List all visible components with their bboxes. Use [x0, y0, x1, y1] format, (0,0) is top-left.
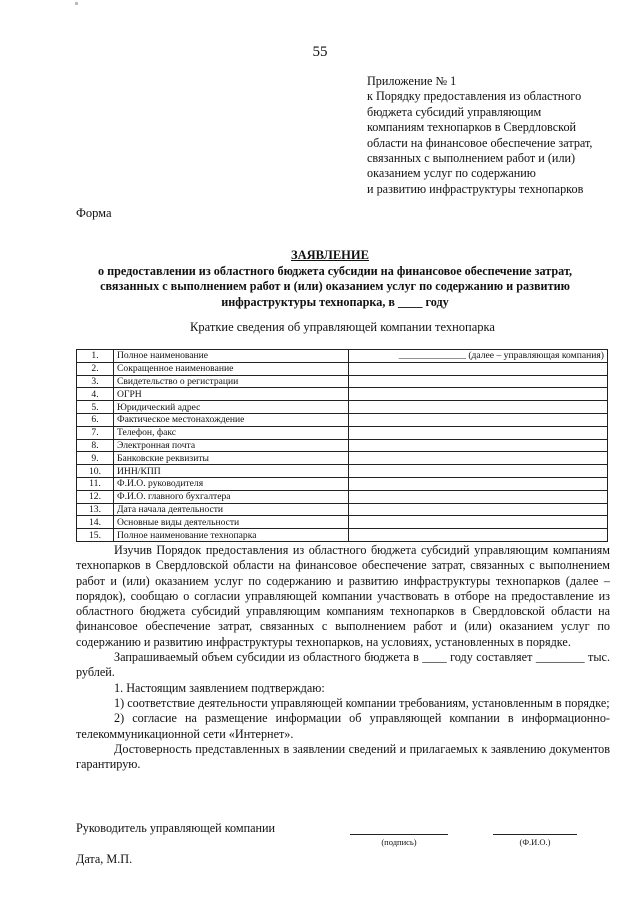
company-info-table	[76, 349, 608, 542]
row-field-value	[349, 529, 608, 542]
row-field-value	[349, 401, 608, 414]
row-field-name: ОГРН	[114, 388, 349, 401]
row-number: 12.	[77, 490, 114, 503]
document-subtitle	[70, 264, 600, 310]
scan-mark	[75, 2, 78, 5]
appendix-line: оказанием услуг по содержанию	[367, 166, 536, 181]
signature-label: Руководитель управляющей компании	[76, 821, 276, 835]
table-row	[77, 477, 608, 490]
table-row	[77, 413, 608, 426]
row-number: 15.	[77, 529, 114, 542]
table-row	[77, 529, 608, 542]
appendix-line: компаниям технопарков в Свердловской	[367, 120, 577, 135]
row-field-name: Сокращенное наименование	[114, 362, 349, 375]
row-field-name: Фактическое местонахождение	[114, 413, 349, 426]
row-field-value	[349, 375, 608, 388]
row-field-value	[349, 503, 608, 516]
paragraph-item-1: 1) соответствие деятельности управляющей компании требованиям, установленным в порядке;	[114, 695, 610, 710]
appendix-line: Приложение № 1	[367, 74, 457, 88]
row-field-name: Свидетельство о регистрации	[114, 375, 349, 388]
document-title: ЗАЯВЛЕНИЕ	[291, 248, 369, 262]
signature-caption: (подпись)	[381, 837, 417, 847]
appendix-line: и развитию инфраструктуры технопарков	[367, 181, 584, 196]
subtitle-line: о предоставлении из областного бюджета субсидии на финансовое обеспечение затрат,	[97, 264, 573, 278]
row-field-value	[349, 465, 608, 478]
table-row	[77, 452, 608, 465]
row-field-name: Дата начала деятельности	[114, 503, 349, 516]
statement-body	[76, 543, 610, 772]
row-number: 3.	[77, 375, 114, 388]
row-field-name: Ф.И.О. руководителя	[114, 477, 349, 490]
row-number: 1.	[77, 350, 114, 363]
subtitle-line: инфраструктуры технопарка, в ____ году	[221, 294, 449, 309]
row-number: 4.	[77, 388, 114, 401]
paragraph-guarantee: Достоверность представленных в заявлении сведений и прилагаемых к заявлению документов гарантирую.	[76, 741, 610, 772]
row-field-name: ИНН/КПП	[114, 465, 349, 478]
table-row	[77, 426, 608, 439]
row-number: 9.	[77, 452, 114, 465]
table-row	[77, 362, 608, 375]
paragraph-intro: Изучив Порядок предоставления из областного бюджета субсидий управляющим компаниям технопарков в Свердловской области на финансовое обеспечение затрат, связанных с выполнением работ и (или) оказанием услуг по содержанию и развитию инфраструктуры технопарков (далее – порядок), сообщаю о согласии управляющей компании участвовать в отборе на предоставление из областного бюджета субсидий управляющим компаниям технопарков в Свердловской области на финансовое обеспечение затрат, связанных с выполнением работ и (или) оказанием услуг по содержанию и развитию инфраструктуры технопарков, на условиях, установленных в порядке.	[76, 543, 610, 649]
form-label: Форма	[76, 206, 112, 220]
table-row	[77, 401, 608, 414]
table-caption: Краткие сведения об управляющей компании технопарка	[190, 320, 495, 334]
subtitle-line: связанных с выполнением работ и (или) оказанием услуг по содержанию и развитию	[100, 279, 570, 294]
row-number: 14.	[77, 516, 114, 529]
row-field-name: Электронная почта	[114, 439, 349, 452]
row-number: 8.	[77, 439, 114, 452]
row-field-value	[349, 516, 608, 529]
appendix-line: области на финансовое обеспечение затрат,	[367, 135, 593, 150]
row-field-name: Полное наименование	[114, 350, 349, 363]
row-field-name: Телефон, факс	[114, 426, 349, 439]
appendix-line: к Порядку предоставления из областного	[367, 89, 582, 104]
row-field-value	[349, 490, 608, 503]
fio-caption: (Ф.И.О.)	[519, 837, 551, 847]
table-row	[77, 375, 608, 388]
row-field-value	[349, 477, 608, 490]
paragraph-confirm: 1. Настоящим заявлением подтверждаю:	[114, 680, 325, 695]
row-field-name: Основные виды деятельности	[114, 516, 349, 529]
appendix-line: бюджета субсидий управляющим	[367, 104, 542, 119]
row-number: 13.	[77, 503, 114, 516]
row-field-value	[349, 439, 608, 452]
table-row	[77, 503, 608, 516]
row-field-name: Ф.И.О. главного бухгалтера	[114, 490, 349, 503]
row-field-name: Юридический адрес	[114, 401, 349, 414]
table-row	[77, 465, 608, 478]
date-stamp-label: Дата, М.П.	[76, 852, 133, 866]
fio-line	[493, 834, 577, 835]
row-number: 2.	[77, 362, 114, 375]
row-field-value	[349, 452, 608, 465]
appendix-header	[367, 74, 617, 197]
paragraph-item-2: 2) согласие на размещение информации об управляющей компании в информационно-телекоммуникационной сети «Интернет».	[76, 711, 610, 741]
page-number: 55	[312, 44, 328, 60]
paragraph-amount: Запрашиваемый объем субсидии из областного бюджета в ____ году составляет ________ тыс. рублей.	[76, 650, 610, 680]
appendix-line: связанных с выполнением работ и (или)	[367, 151, 576, 166]
table-row	[77, 490, 608, 503]
row-field-name: Банковские реквизиты	[114, 452, 349, 465]
row-field-value: ______________ (далее – управляющая компания)	[349, 350, 608, 363]
row-field-value	[349, 426, 608, 439]
row-field-value	[349, 362, 608, 375]
row-number: 6.	[77, 413, 114, 426]
row-field-name: Полное наименование технопарка	[114, 529, 349, 542]
row-field-value	[349, 388, 608, 401]
row-number: 11.	[77, 477, 114, 490]
table-row	[77, 516, 608, 529]
row-number: 7.	[77, 426, 114, 439]
row-number: 5.	[77, 401, 114, 414]
signature-line	[350, 834, 448, 835]
row-field-value	[349, 413, 608, 426]
row-number: 10.	[77, 465, 114, 478]
table-row	[77, 350, 608, 363]
table-row	[77, 439, 608, 452]
table-row	[77, 388, 608, 401]
